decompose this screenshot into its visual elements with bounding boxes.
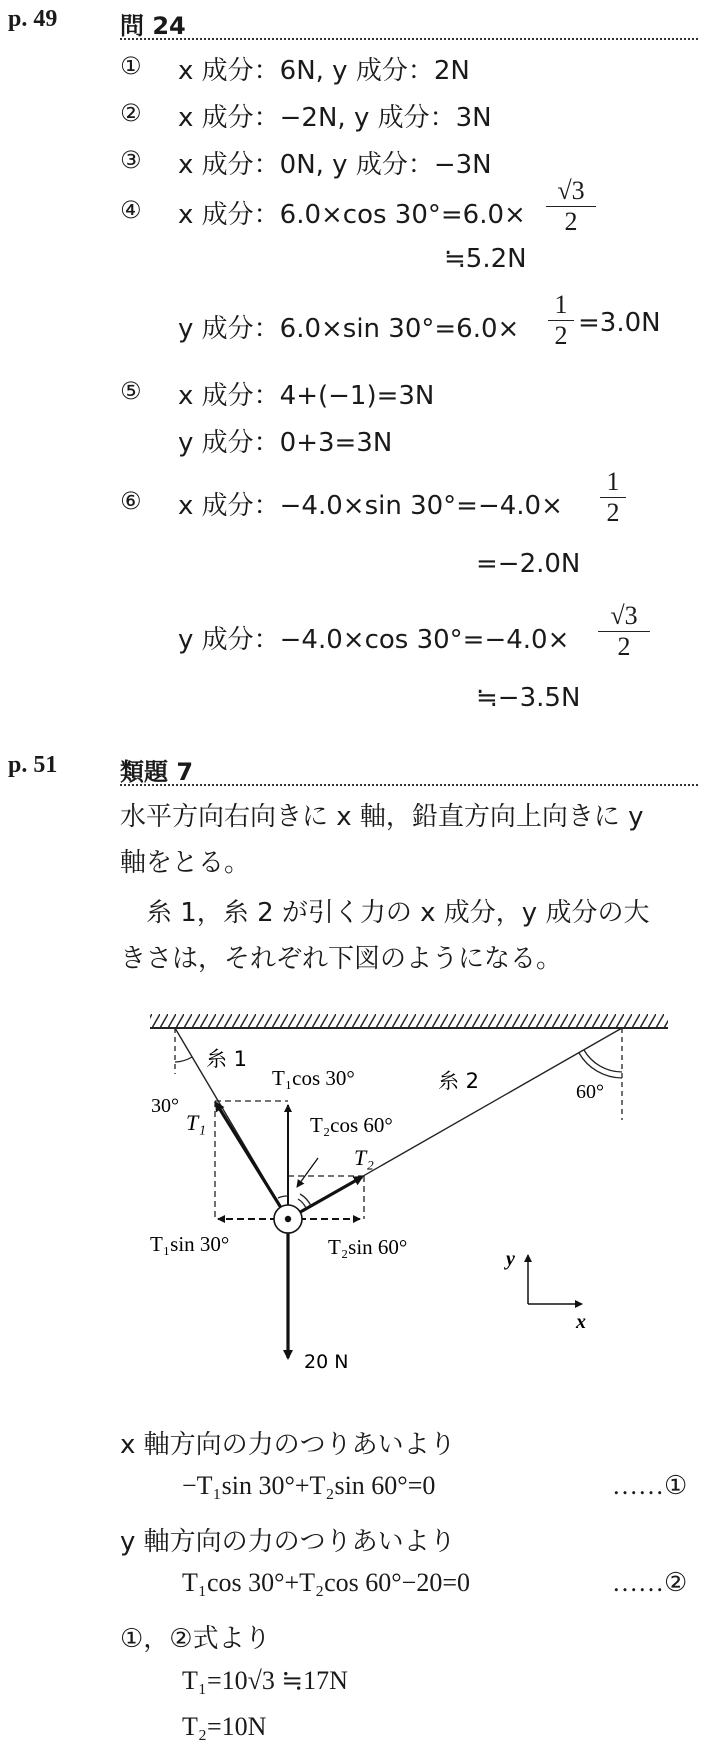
answer-line-6a: x 成分：−4.0×sin 30°=−4.0× xyxy=(178,491,563,521)
knot-angle-arc xyxy=(298,1199,306,1208)
equation-1-tag: ……① xyxy=(612,1471,688,1500)
T1-arrow xyxy=(216,1103,288,1219)
fraction-denominator: 2 xyxy=(600,497,626,528)
fraction-numerator: √3 xyxy=(557,176,585,205)
answer-line-4c: y 成分：6.0×sin 30°=6.0× xyxy=(178,314,520,344)
knot-center xyxy=(285,1216,291,1222)
label-angle-60: 60° xyxy=(576,1081,604,1103)
paragraph-line: 糸 1，糸 2 が引く力の x 成分，y 成分の大 xyxy=(146,898,650,928)
paragraph-line: 軸をとる。 xyxy=(120,848,251,878)
answer-line-5a: x 成分：4+(−1)=3N xyxy=(178,381,435,411)
answer-line-2: x 成分：−2N, y 成分：3N xyxy=(178,103,492,133)
title-rule xyxy=(120,38,698,40)
knot-angle-arc xyxy=(300,1194,311,1206)
fraction-denominator: 2 xyxy=(598,631,650,662)
item-marker-3: ③ xyxy=(120,146,142,174)
equation-2-tag: ……② xyxy=(612,1568,688,1597)
knot-angle-arc xyxy=(278,1196,288,1198)
label-axis-y: y xyxy=(506,1248,515,1270)
fraction-numerator: √3 xyxy=(610,601,638,630)
label-T1: T₁ xyxy=(186,1110,206,1135)
angle-arc-60 xyxy=(584,1050,622,1072)
problem-title: 類題 7 xyxy=(120,758,194,786)
fraction-numerator: 1 xyxy=(554,290,568,319)
item-marker-4: ④ xyxy=(120,196,142,224)
label-angle-30: 30° xyxy=(151,1095,179,1117)
label-T1cos30: T₁cos 30° xyxy=(272,1066,355,1090)
answer-line-4a: x 成分：6.0×cos 30°=6.0× xyxy=(178,200,526,230)
fraction-numerator: 1 xyxy=(606,467,620,496)
angle-arc-60-outer xyxy=(579,1053,622,1078)
label-T1sin30: T₁sin 30° xyxy=(150,1232,230,1256)
equation-intro-x: x 軸方向の力のつりあいより xyxy=(120,1430,456,1460)
answer-line-1: x 成分：6N, y 成分：2N xyxy=(178,56,470,86)
ceiling-hatch xyxy=(150,1014,668,1028)
equation-1: −T₁sin 30°+T₂sin 60°=0 xyxy=(182,1471,436,1500)
from-equations: ①，②式より xyxy=(120,1624,271,1654)
answer-line-4c-result: =3.0N xyxy=(578,308,661,338)
fraction-denominator: 2 xyxy=(546,206,596,237)
item-marker-2: ② xyxy=(120,99,142,127)
angle-arc-30 xyxy=(175,1057,192,1062)
paragraph-line: 水平方向右向きに x 軸，鉛直方向上向きに y xyxy=(120,802,644,832)
answer-line-6d: ≒−3.5N xyxy=(476,683,581,713)
answer-line-3: x 成分：0N, y 成分：−3N xyxy=(178,150,492,180)
fraction-1-over-2 xyxy=(548,290,574,351)
label-T2: T₂ xyxy=(354,1145,374,1170)
fraction-sqrt3-over-2 xyxy=(598,601,650,662)
item-marker-6: ⑥ xyxy=(120,487,142,515)
fraction-denominator: 2 xyxy=(548,320,574,351)
item-marker-5: ⑤ xyxy=(120,377,142,405)
page-number: p. 51 xyxy=(8,752,58,778)
fraction-1-over-2 xyxy=(600,467,626,528)
paragraph-line: きさは，それぞれ下図のようになる。 xyxy=(120,944,563,974)
label-string-2: 糸 2 xyxy=(438,1069,480,1093)
T2cos-pointer xyxy=(297,1158,318,1187)
label-string-1: 糸 1 xyxy=(206,1047,248,1071)
label-axis-x: x xyxy=(576,1311,586,1333)
item-marker-1: ① xyxy=(120,52,142,80)
title-rule xyxy=(120,784,698,786)
answer-line-4b: ≒5.2N xyxy=(444,244,527,274)
answer-line-5b: y 成分：0+3=3N xyxy=(178,428,393,458)
problem-title: 問 24 xyxy=(120,12,186,40)
answer-line-6b: =−2.0N xyxy=(476,549,581,579)
fraction-sqrt3-over-2 xyxy=(546,176,596,237)
force-diagram xyxy=(0,1000,720,1390)
equation-intro-y: y 軸方向の力のつりあいより xyxy=(120,1527,456,1557)
page-number: p. 49 xyxy=(8,6,58,32)
equation-2: T₁cos 30°+T₂cos 60°−20=0 xyxy=(182,1568,470,1597)
result-T1: T₁=10√3 ≒17N xyxy=(182,1666,348,1695)
label-T2cos60: T₂cos 60° xyxy=(310,1113,393,1137)
label-weight: 20 N xyxy=(304,1351,349,1373)
label-T2sin60: T₂sin 60° xyxy=(328,1235,408,1259)
result-T2: T₂=10N xyxy=(182,1712,267,1741)
answer-line-6c: y 成分：−4.0×cos 30°=−4.0× xyxy=(178,625,570,655)
